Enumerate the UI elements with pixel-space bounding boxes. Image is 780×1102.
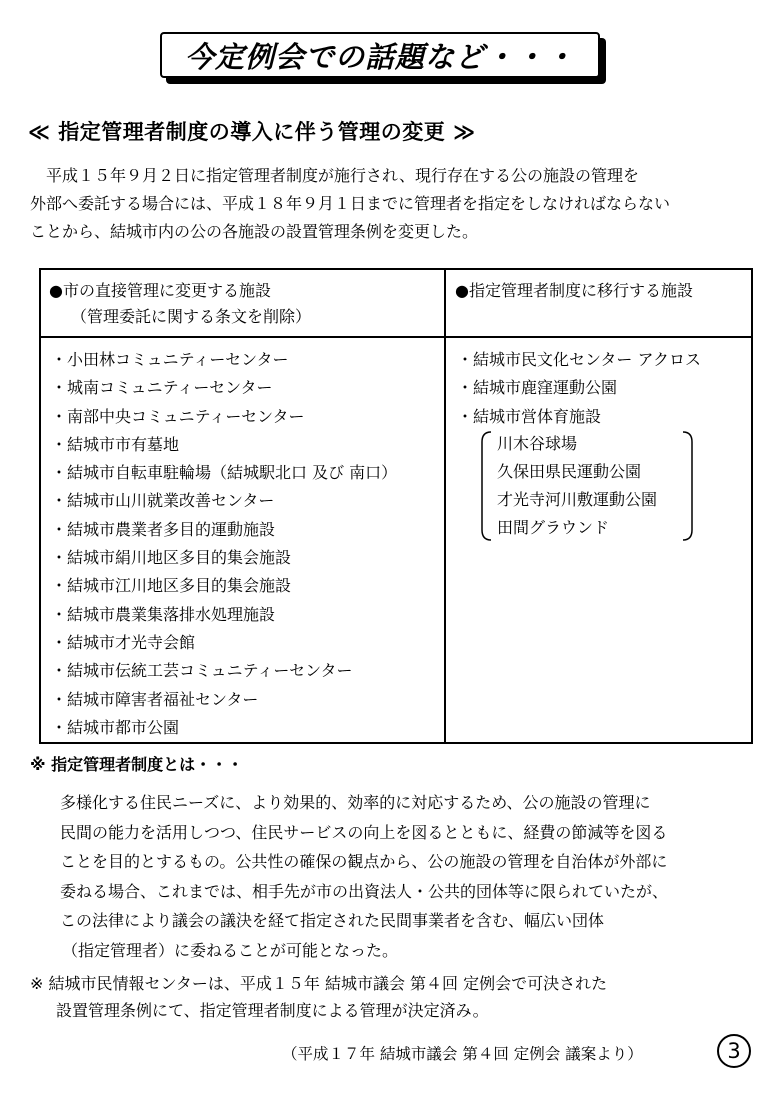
list-item: ・結城市市有墓地 xyxy=(51,434,180,454)
list-item: 久保田県民運動公園 xyxy=(497,462,642,481)
list-item: ・結城市農業集落排水処理施設 xyxy=(51,604,276,624)
facilities-table xyxy=(39,268,753,744)
list-item: ・結城市民文化センター アクロス xyxy=(457,350,701,369)
designated-manager-list xyxy=(457,346,701,431)
page-number: 3 xyxy=(717,1034,751,1068)
intro-line: 外部へ委託する場合には、平成１８年９月１日までに管理者を指定をしなければならない xyxy=(30,194,671,213)
sports-facilities-group xyxy=(473,430,693,542)
list-item: ・城南コミュニティーセンター xyxy=(51,378,273,398)
list-item: ・結城市山川就業改善センター xyxy=(51,491,275,511)
direct-management-title: ●市の直接管理に変更する施設 xyxy=(49,281,271,300)
intro-line: 平成１５年９月２日に指定管理者制度が施行され、現行存在する公の施設の管理を xyxy=(30,166,639,185)
list-item: ・南部中央コミュニティーセンター xyxy=(51,406,305,426)
direct-management-list xyxy=(51,346,397,742)
list-item: ・結城市才光寺会館 xyxy=(51,632,196,652)
sports-facilities-list xyxy=(473,430,693,542)
list-item: ・結城市自転車駐輪場（結城駅北口 及び 南口） xyxy=(51,463,398,483)
list-item: ・結城市都市公園 xyxy=(51,717,180,737)
direct-management-header xyxy=(49,278,311,330)
definition-heading: ※ 指定管理者制度とは・・・ xyxy=(30,755,244,774)
designated-manager-header: ●指定管理者制度に移行する施設 xyxy=(455,281,693,300)
table-divider-horizontal xyxy=(41,336,751,338)
list-item: ・結城市障害者福祉センター xyxy=(51,689,259,709)
section-heading: ≪ 指定管理者制度の導入に伴う管理の変更 ≫ xyxy=(28,120,476,144)
definition-line: 委ねる場合、これまでは、相手先が市の出資法人・公共的団体等に限られていたが、 xyxy=(60,881,669,901)
title-banner xyxy=(160,32,606,84)
definition-line: この法律により議会の議決を経て指定された民間事業者を含む、幅広い団体 xyxy=(60,911,605,930)
intro-paragraph xyxy=(30,162,760,246)
list-item: ・結城市農業者多目的運動施設 xyxy=(51,519,276,539)
left-bracket xyxy=(479,430,493,542)
list-item: ・結城市伝統工芸コミュニティーセンター xyxy=(51,661,353,681)
note-line: ※ 結城市民情報センターは、平成１５年 結城市議会 第４回 定例会で可決された xyxy=(30,974,608,993)
definition-line: （指定管理者）に委ねることが可能となった。 xyxy=(62,940,399,960)
table-divider-vertical xyxy=(444,270,446,742)
note-line: 設置管理条例にて、指定管理者制度による管理が決定済み。 xyxy=(56,1001,489,1020)
source-citation: （平成１７年 結城市議会 第４回 定例会 議案より） xyxy=(282,1045,643,1063)
info-center-note xyxy=(30,970,607,1024)
definition-line: 民間の能力を活用しつつ、住民サービスの向上を図るとともに、経費の節減等を図る xyxy=(60,822,668,842)
right-bracket xyxy=(681,430,695,542)
definition-body xyxy=(60,788,668,965)
intro-line: ことから、結城市内の公の各施設の設置管理条例を変更した。 xyxy=(30,222,479,241)
list-item: ・結城市営体育施設 xyxy=(457,406,602,426)
list-item: ・結城市絹川地区多目的集会施設 xyxy=(51,548,292,568)
page-title: 今定例会での話題など・・・ xyxy=(160,32,600,78)
list-item: 才光寺河川敷運動公園 xyxy=(497,490,658,509)
list-item: ・結城市鹿窪運動公園 xyxy=(457,378,618,398)
definition-line: ことを目的とするもの。公共性の確保の観点から、公の施設の管理を自治体が外部に xyxy=(60,852,668,871)
list-item: 田間グラウンド xyxy=(497,518,610,537)
direct-management-subtitle: （管理委託に関する条文を削除） xyxy=(71,307,312,326)
list-item: 川木谷球場 xyxy=(497,434,578,453)
list-item: ・小田林コミュニティーセンター xyxy=(51,350,289,369)
list-item: ・結城市江川地区多目的集会施設 xyxy=(51,576,292,596)
definition-line: 多様化する住民ニーズに、より効果的、効率的に対応するため、公の施設の管理に xyxy=(60,793,651,812)
